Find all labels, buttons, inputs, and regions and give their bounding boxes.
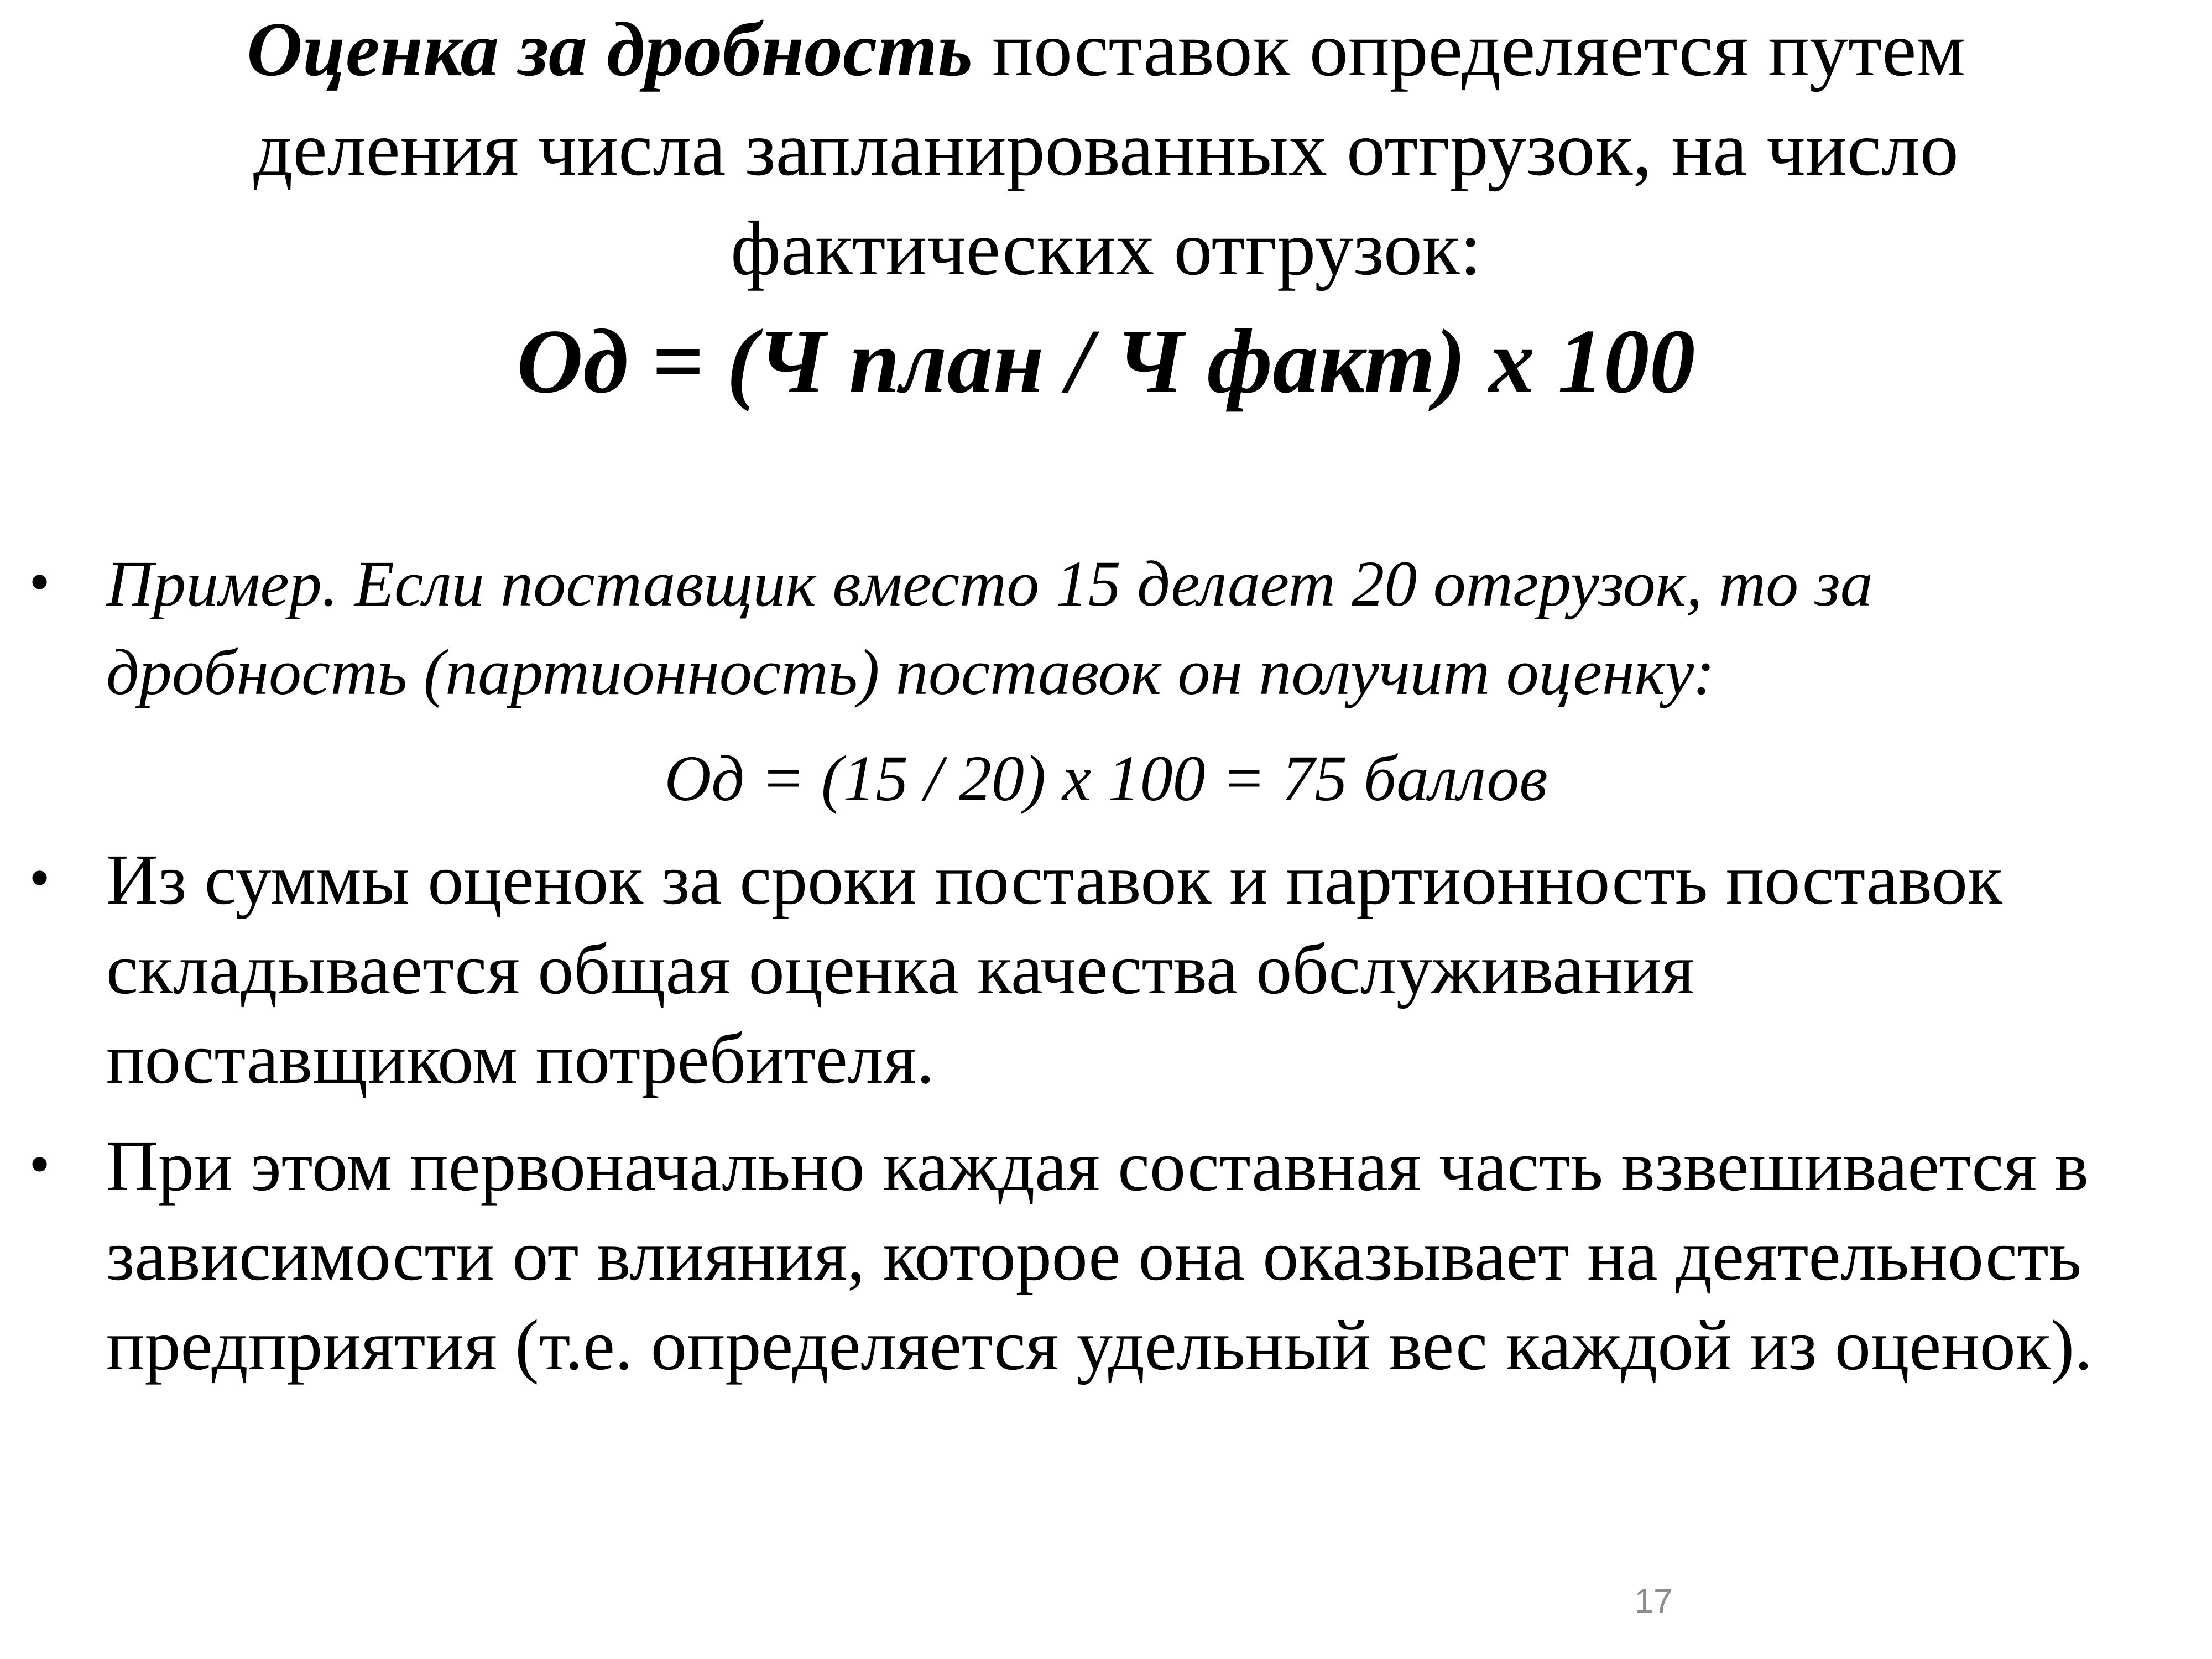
bullet-example-line-1: Пример. Если поставщик вместо 15 делает 20 отгрузок, то за xyxy=(106,547,1873,620)
heading-line-2: деления числа запланированных отгрузок, на число xyxy=(253,106,1959,192)
bullet-sum-line-2: складывается общая оценка качества обслуживания xyxy=(106,930,1694,1009)
bullet-example-line-2: дробность (партионность) поставок он получит оценку: xyxy=(106,636,1715,708)
heading-line-1 xyxy=(0,0,2212,100)
bullet-dot: • xyxy=(25,1137,55,1195)
bullet-example-text xyxy=(106,540,2208,717)
bullet-dot: • xyxy=(25,555,55,613)
bullet-sum-line-3: поставщиком потребителя. xyxy=(106,1019,935,1099)
example-formula: Од = (15 / 20) х 100 = 75 баллов xyxy=(664,742,1548,815)
bullet-sum-text xyxy=(106,835,2208,1104)
bullet-weighting-line-3: предприятия (т.е. определяется удельный вес каждой из оценок). xyxy=(106,1306,2093,1385)
heading-line-3: фактических отгрузок: xyxy=(731,206,1481,291)
heading-line-1-rest: поставок определяется путем xyxy=(973,7,1965,92)
bullet-weighting-text xyxy=(106,1121,2208,1390)
page-number: 17 xyxy=(1634,1582,1673,1620)
bullet-sum-line-1: Из суммы оценок за сроки поставок и партионность поставок xyxy=(106,840,2003,920)
heading-emphasis: Оценка за дробность xyxy=(247,7,973,92)
main-formula: Од = (Ч план / Ч факт) х 100 xyxy=(517,310,1695,412)
bullet-weighting-line-1: При этом первоначально каждая составная часть взвешивается в xyxy=(106,1126,2089,1206)
bullet-dot: • xyxy=(25,851,55,909)
slide-heading xyxy=(0,0,2212,299)
bullet-weighting-line-2: зависимости от влияния, которое она оказывает на деятельность xyxy=(106,1216,2081,1296)
